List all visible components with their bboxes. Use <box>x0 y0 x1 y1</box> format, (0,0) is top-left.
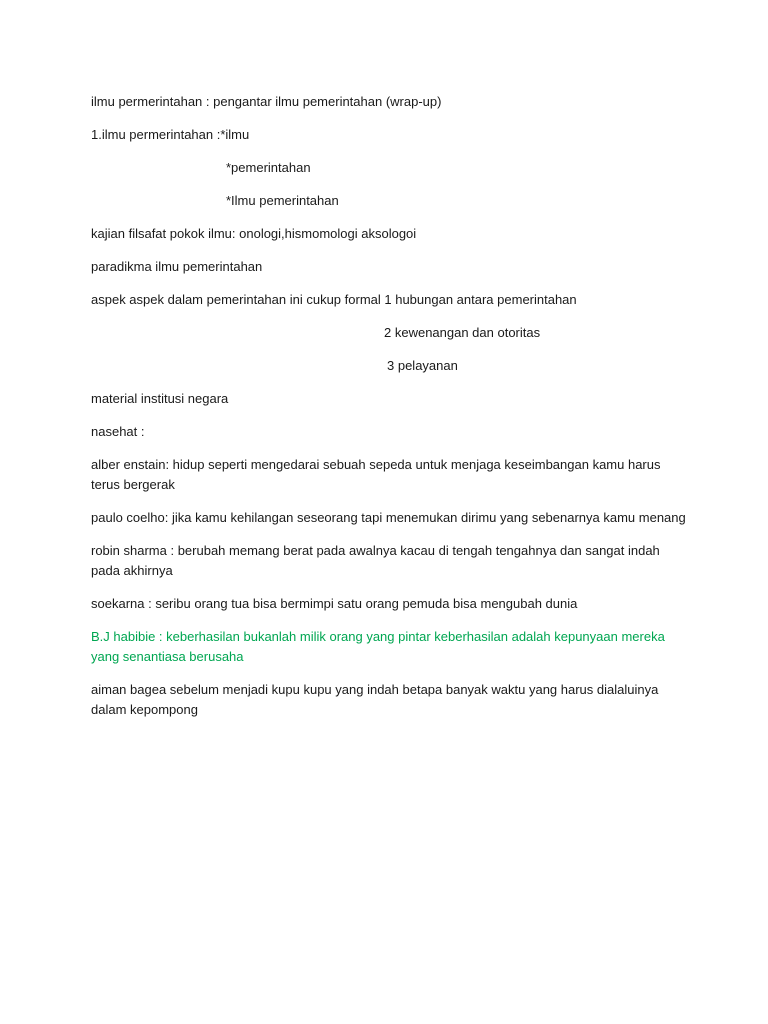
title-line: ilmu permerintahan : pengantar ilmu pemerintahan (wrap-up) <box>91 94 442 109</box>
quote-paragraph: robin sharma : berubah memang berat pada awalnya kacau di tengah tengahnya dan sangat indah pada akhirnya <box>91 543 660 578</box>
material-line: material institusi negara <box>91 391 229 406</box>
paradikma-line: paradikma ilmu pemerintahan <box>91 259 263 274</box>
section-1-item: *Ilmu pemerintahan <box>226 193 339 208</box>
aspek-line: aspek aspek dalam pemerintahan ini cukup formal 1 hubungan antara pemerintahan <box>91 292 577 307</box>
quote-paragraph: aiman bagea sebelum menjadi kupu kupu yang indah betapa banyak waktu yang harus dialaluinya dalam kepompong <box>91 682 659 717</box>
highlighted-quote-paragraph: B.J habibie : keberhasilan bukanlah milik orang yang pintar keberhasilan adalah kepunyaan mereka yang senantiasa berusaha <box>91 629 665 664</box>
kajian-line: kajian filsafat pokok ilmu: onologi,hismomologi aksologoi <box>91 226 417 241</box>
aspek-item: 2 kewenangan dan otoritas <box>384 325 541 340</box>
quote-paragraph: alber enstain: hidup seperti mengedarai sebuah sepeda untuk menjaga keseimbangan kamu harus terus bergerak <box>91 457 661 492</box>
quote-paragraph: paulo coelho: jika kamu kehilangan seseorang tapi menemukan dirimu yang sebenarnya kamu menang <box>91 510 686 525</box>
quote-paragraph: soekarna : seribu orang tua bisa bermimpi satu orang pemuda bisa mengubah dunia <box>91 596 578 611</box>
section-1-item: *pemerintahan <box>226 160 311 175</box>
section-1-heading: 1.ilmu permerintahan :*ilmu <box>91 127 250 142</box>
aspek-item: 3 pelayanan <box>387 358 458 373</box>
nasehat-heading: nasehat : <box>91 424 145 439</box>
